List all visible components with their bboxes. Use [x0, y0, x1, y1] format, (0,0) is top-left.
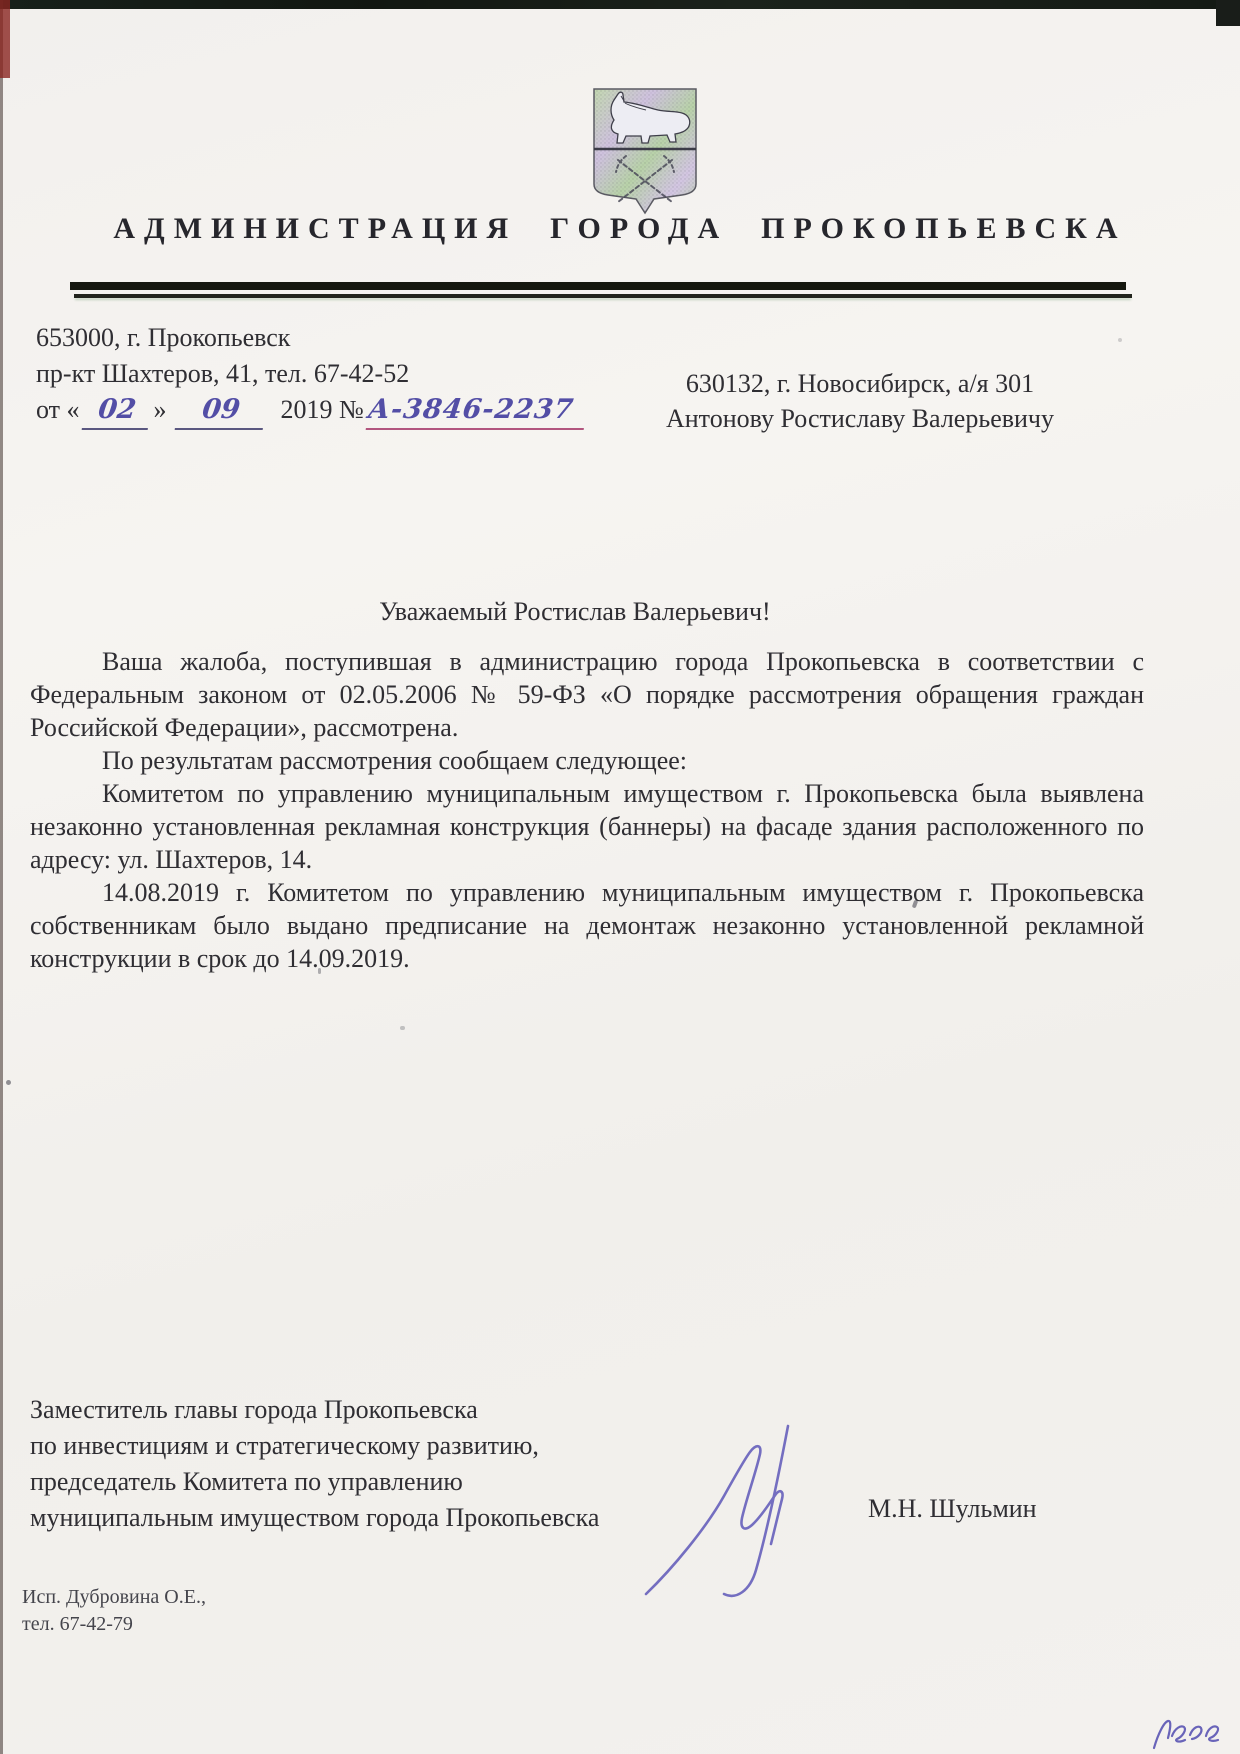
sender-address-line1: 653000, г. Прокопьевск — [36, 323, 291, 352]
executor-block — [22, 1584, 206, 1638]
letter-body — [30, 645, 1144, 975]
scan-speck — [400, 1026, 405, 1030]
body-paragraph: Ваша жалоба, поступившая в администрацию города Прокопьевска в соответствии с Федеральным законом от 02.05.2006 № 59-ФЗ «О порядке рассмотрения обращения граждан Российской Федерации», рассмотрена. — [30, 647, 1144, 742]
body-paragraph: 14.08.2019 г. Комитетом по управлению муниципальным имуществом г. Прокопьевска собственникам было выдано предписание на демонтаж незаконно установленной рекламной конструкции в срок до 14.09.2019. — [30, 878, 1144, 973]
executor-name: Исп. Дубровина О.Е., — [22, 1586, 206, 1608]
date-quote-close: » — [153, 395, 167, 424]
scan-edge-left — [0, 0, 3, 1754]
handwritten-mark — [1148, 1716, 1240, 1754]
recipient-block — [630, 366, 1090, 436]
handwritten-doc-number: А-3846-2237 — [366, 392, 589, 430]
recipient-address: 630132, г. Новосибирск, а/я 301 — [685, 369, 1035, 398]
scan-edge-top — [0, 0, 1240, 9]
body-paragraph: По результатам рассмотрения сообщаем следующее: — [102, 746, 688, 775]
sender-block — [36, 320, 586, 430]
scan-speck — [6, 1080, 11, 1085]
letterhead-rule-thin — [74, 294, 1132, 298]
scan-edge-top-right — [1216, 0, 1240, 26]
salutation: Уважаемый Ростислав Валерьевич! — [379, 597, 771, 626]
date-prefix: от « — [36, 395, 80, 424]
scan-red-mark — [0, 0, 10, 78]
handwritten-signature — [628, 1408, 878, 1608]
handwritten-month: 09 — [174, 392, 267, 430]
signer-title-line: Заместитель главы города Прокопьевска — [30, 1395, 478, 1424]
coat-of-arms-icon — [588, 86, 702, 218]
executor-phone: тел. 67-42-79 — [22, 1613, 133, 1635]
handwritten-day: 02 — [81, 392, 152, 430]
body-paragraph: Комитетом по управлению муниципальным имуществом г. Прокопьевска была выявлена незаконно установленная рекламная конструкция (баннеры) на фасаде здания расположенного по адресу: ул. Шахтеров, 14. — [30, 779, 1144, 874]
recipient-name: Антонову Ростиславу Валерьевичу — [665, 404, 1055, 433]
letterhead-rule-thick — [70, 282, 1126, 290]
signer-name: М.Н. Шульмин — [868, 1494, 1037, 1523]
organization-title: АДМИНИСТРАЦИЯ ГОРОДА ПРОКОПЬЕВСКА — [113, 212, 1127, 245]
signer-title-block — [30, 1392, 599, 1536]
signer-title-line: председатель Комитета по управлению — [30, 1467, 463, 1496]
date-year-and-number-sign: 2019 № — [280, 395, 364, 424]
signer-title-line: по инвестициям и стратегическому развитию, — [30, 1431, 539, 1460]
scan-speck — [1118, 338, 1122, 342]
sender-address-line2: пр-кт Шахтеров, 41, тел. 67-42-52 — [36, 359, 410, 388]
signer-title-line: муниципальным имуществом города Прокопьевска — [30, 1503, 600, 1532]
reference-date-line — [36, 392, 586, 430]
